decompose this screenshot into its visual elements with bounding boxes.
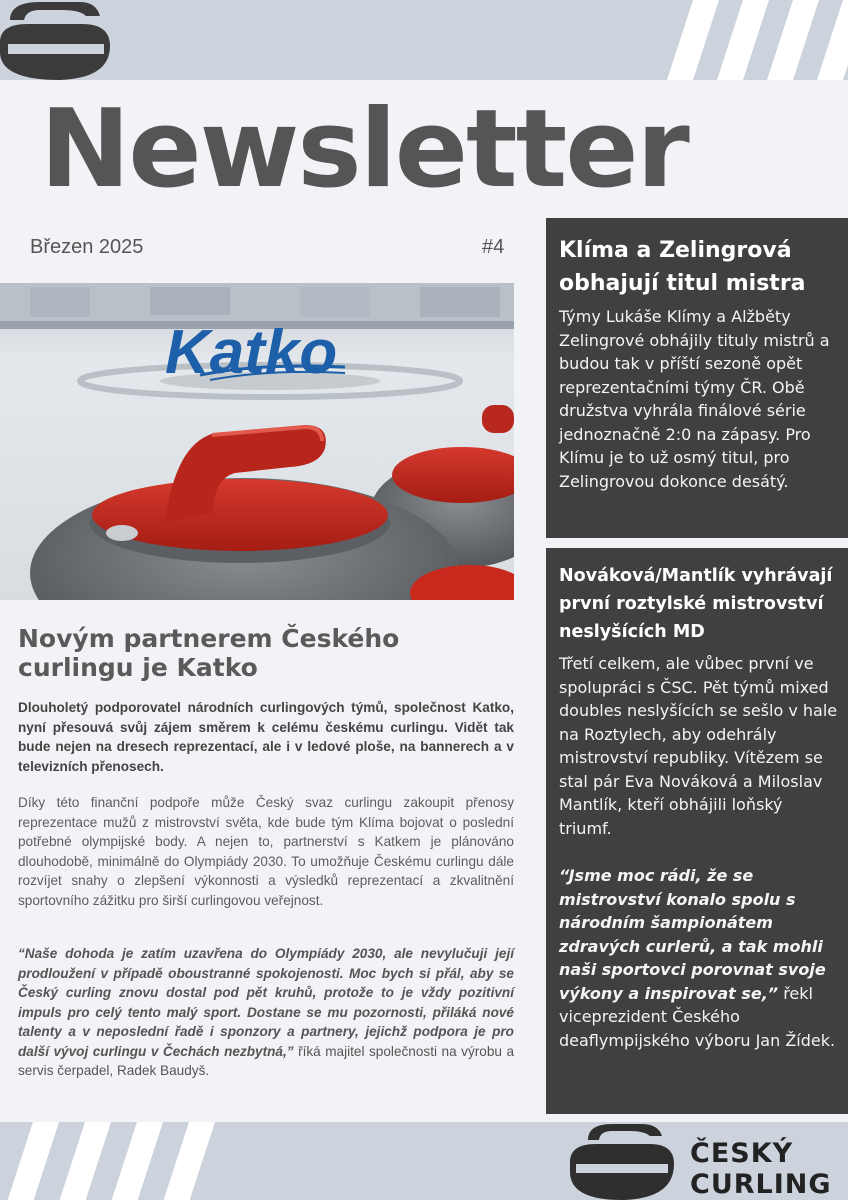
main-article-quote-block — [18, 944, 514, 1081]
curling-stone-logo-icon — [0, 0, 115, 82]
sidebar-news-box-2 — [546, 548, 848, 1114]
decor-stripe — [657, 0, 728, 80]
sidebar-box-2-text: Třetí celkem, ale vůbec první ve spolupráci s ČSC. Pět týmů mixed doubles neslyšících se sešlo v hale na Roztylech, aby odehrály mistrovství republiky. Vítězem se stal pár Eva Nováková a Miloslav Mantlík, kteří obhájili loňský triumf. — [559, 654, 838, 838]
issue-date: Březen 2025 — [30, 236, 144, 258]
decor-stripe — [757, 0, 828, 80]
katko-logo — [165, 318, 345, 387]
main-article-body: Díky této finanční podpoře může Český svaz curlingu zakoupit přenosy reprezentace mužů z mistrovství světa, kde bude tým Klíma bojovat o poslední potřebné olympijské body. A nejen to, partnerství s Katkem je plánováno dlouhodobě, minimálně do Olympiády 2030. To umožňuje Českému curlingu dále rozvíjet snahy o zlepšení výkonnosti a výsledků reprezentací a zkvalitnění sportovního zážitku pro širší curlingovou veřejnost. — [18, 795, 514, 908]
curling-stones-photo — [0, 283, 514, 600]
curling-stone-brand-icon — [566, 1122, 681, 1200]
sidebar-box-1-text: Týmy Lukáše Klímy a Alžběty Zelingrové obhájily tituly mistrů a budou tak v příští sezoně opět reprezentačními týmy ČR. Obě družstva vyhrála finálové série jednoznačně 2:0 na zápasy. Pro Klímu je to už osmý titul, pro Zelingrovou dokonce desátý. — [559, 307, 830, 491]
sidebar-box-2-quote-attribution: řekl viceprezident Českého deaflympijského výboru Jan Žídek. — [559, 983, 836, 1050]
decor-stripe — [101, 1122, 172, 1200]
katko-logo-text: Katko — [165, 318, 338, 387]
brand-name — [690, 1138, 832, 1200]
sidebar-box-2-title: Nováková/Mantlík vyhrávají první roztylské mistrovství neslyšících MD — [559, 566, 833, 642]
sidebar-box-2-quote-block — [559, 864, 838, 1052]
issue-number: #4 — [482, 236, 505, 258]
sidebar-news-box-1 — [546, 218, 848, 538]
main-article-quote: “Naše dohoda je zatím uzavřena do Olympiády 2030, ale nevylučuji její prodloužení v případě oboustranné spokojenosti. Moc bych si přál, aby se Český curling znovu dostal pod pět kruhů, protože to je vždy pozitivní impuls pro celý tento malý sport. Dostane se mu pozornosti, přiláká nové talenty a v neposlední řadě i sponzory a partnery, jejichž podpora je pro další vývoj curlingu v Čechách nezbytná,” — [18, 946, 514, 1059]
brand-line-1: ČESKÝ — [690, 1138, 794, 1169]
decor-stripe — [707, 0, 778, 80]
main-article-lead: Dlouholetý podporovatel národních curlingových týmů, společnost Katko, nyní přesouvá svůj zájem směrem k celému českému curlingu. Vidět tak bude nejen na dresech reprezentací, ale i v ledové ploše, na bannerech a v televizních přenosech. — [18, 700, 514, 774]
decor-stripe — [153, 1122, 224, 1200]
sidebar-box-1-title: Klíma a Zelingrová obhajují titul mistra — [559, 238, 806, 296]
newsletter-title: Newsletter — [40, 87, 688, 212]
main-article-quote-attribution: říká majitel společnosti na výrobu a servis čerpadel, Radek Baudyš. — [18, 1043, 515, 1078]
header-band — [0, 0, 848, 80]
sidebar-box-2-quote: “Jsme moc rádi, že se mistrovství konalo spolu s národním šampionátem zdravých curlerů, a tak mohli naši sportovci porovnat svoje výkony a inspirovat se,” — [559, 866, 826, 1003]
cesky-curling-brand — [566, 1122, 848, 1200]
brand-line-2: CURLING — [690, 1169, 832, 1200]
decor-stripe — [0, 1122, 69, 1200]
main-article-headline: Novým partnerem Českého curlingu je Katko — [18, 624, 400, 682]
decor-stripe — [49, 1122, 120, 1200]
